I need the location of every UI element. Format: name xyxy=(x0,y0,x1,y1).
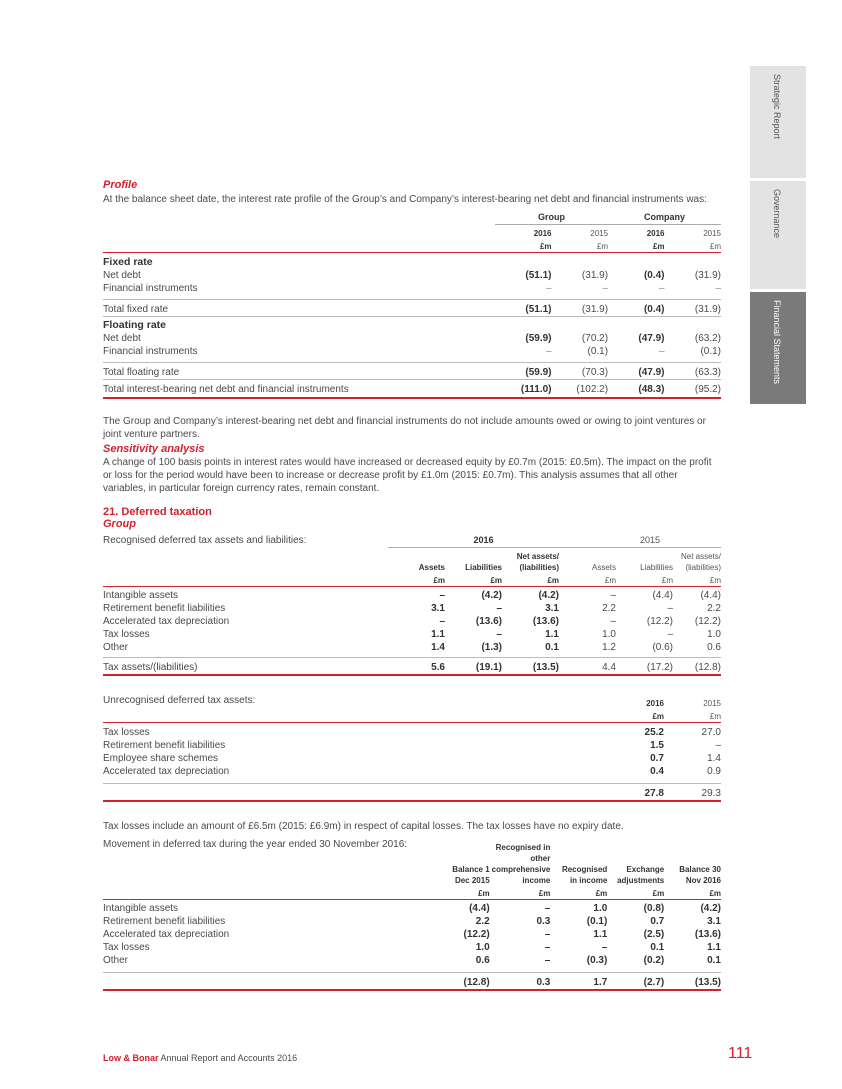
side-tab-label: Financial Statements xyxy=(772,300,782,385)
side-tab-financial-statements[interactable] xyxy=(750,292,806,404)
unrecognised-section xyxy=(103,694,721,833)
cell: (111.0) xyxy=(495,379,552,398)
row-label: Financial instruments xyxy=(103,283,198,294)
cell: – xyxy=(610,590,616,601)
interest-rate-profile-table xyxy=(103,211,721,399)
cell: (12.8) xyxy=(673,657,721,675)
deferred-tax-section xyxy=(103,506,721,676)
row-label: Accelerated tax depreciation xyxy=(103,766,230,777)
cell: – xyxy=(544,955,551,966)
cell: 2.2 xyxy=(602,603,616,614)
cell: (13.6) xyxy=(532,616,559,627)
table-row xyxy=(103,615,721,628)
cell: 4.4 xyxy=(559,657,616,675)
col-header: Balance 30 Nov 2016 xyxy=(679,865,721,885)
cell: – xyxy=(496,603,502,614)
table-row xyxy=(103,282,721,295)
cell: 1.4 xyxy=(431,642,445,653)
row-label: Tax losses xyxy=(103,942,150,953)
cell: 2.2 xyxy=(475,916,490,927)
side-tab-label: Governance xyxy=(772,189,782,239)
unrecognised-note: Tax losses include an amount of £6.5m (2015: £6.9m) in respect of capital losses. The tax losses have no expiry date. xyxy=(103,821,624,832)
cell: 1.1 xyxy=(545,629,559,640)
cell: (63.3) xyxy=(665,362,722,379)
footer xyxy=(103,1053,297,1063)
cell: (12.2) xyxy=(463,929,490,940)
col-header: Liabilities xyxy=(640,563,673,572)
row-label: Net debt xyxy=(103,270,141,281)
cell: – xyxy=(544,903,551,914)
cell: – xyxy=(658,283,665,294)
col-header: Net assets/ (liabilities) xyxy=(680,552,721,572)
profile-note: The Group and Company’s interest-bearing net debt and financial instruments do not include amounts owed or owing to joint ventures or joint venture partners. xyxy=(103,416,706,440)
cell: 1.1 xyxy=(593,929,608,940)
cell: (95.2) xyxy=(665,379,722,398)
recognised-intro: Recognised deferred tax assets and liabilities: xyxy=(103,535,307,546)
cell: 0.1 xyxy=(707,955,721,966)
cell: 1.0 xyxy=(475,942,490,953)
col-unit: £m xyxy=(539,241,552,251)
cell: (0.2) xyxy=(643,955,665,966)
cell: (4.4) xyxy=(469,903,490,914)
table-row xyxy=(103,602,721,615)
floating-rate-heading: Floating rate xyxy=(103,319,167,331)
cell: 29.3 xyxy=(664,783,721,801)
table-row xyxy=(103,928,721,941)
row-label: Retirement benefit liabilities xyxy=(103,916,226,927)
cell: 1.0 xyxy=(707,629,721,640)
cell: 0.6 xyxy=(475,955,490,966)
cell: (63.2) xyxy=(694,333,721,344)
cell: (13.5) xyxy=(664,972,721,990)
cell: 1.0 xyxy=(602,629,616,640)
unrecognised-deferred-tax-table xyxy=(103,694,721,802)
row-label: Accelerated tax depreciation xyxy=(103,616,230,627)
col-header: Recognised in income xyxy=(561,865,608,885)
col-header: Exchange adjustments xyxy=(617,865,665,885)
cell: 0.3 xyxy=(536,916,551,927)
sensitivity-heading: Sensitivity analysis xyxy=(103,443,205,455)
col-unit: £m xyxy=(478,888,490,898)
cell: (59.9) xyxy=(525,333,552,344)
cell: 3.1 xyxy=(431,603,445,614)
col-year: 2016 xyxy=(533,229,552,238)
cell: (102.2) xyxy=(552,379,609,398)
col-year: 2016 xyxy=(646,699,664,708)
cell: (48.3) xyxy=(608,379,664,398)
row-label: Tax assets/(liabilities) xyxy=(103,657,388,675)
cell: (19.1) xyxy=(445,657,502,675)
table-row-total xyxy=(103,657,721,675)
table-row xyxy=(103,765,721,778)
col-unit: £m xyxy=(433,575,445,585)
section-heading: 21. Deferred taxation xyxy=(103,506,212,518)
movement-intro: Movement in deferred tax during the year ended 30 November 2016: xyxy=(103,839,408,850)
movement-section xyxy=(103,838,721,991)
cell: – xyxy=(496,629,502,640)
sensitivity-text: A change of 100 basis points in interest rates would have increased or decreased equity by £0.7m (2015: £0.5m). The impact on the profit or loss for the period would have been to increase or decrease profit by £1.0m (2015: £0.7m). This analysis assumes that all other variables, in particular foreign currency rates, remain constant. xyxy=(103,457,712,494)
cell: 0.1 xyxy=(650,942,665,953)
cell: – xyxy=(715,283,721,294)
cell: 0.6 xyxy=(707,642,721,653)
col-unit: £m xyxy=(547,575,559,585)
cell: (0.8) xyxy=(643,903,665,914)
cell: 0.3 xyxy=(490,972,551,990)
col-unit: £m xyxy=(661,575,673,585)
side-tab-strategic-report[interactable] xyxy=(750,66,806,178)
row-label: Tax losses xyxy=(103,629,150,640)
cell: – xyxy=(667,603,673,614)
cell: (0.3) xyxy=(586,955,608,966)
year-2016-header: 2016 xyxy=(388,534,559,548)
cell: (31.9) xyxy=(665,299,722,316)
table-row xyxy=(103,915,721,928)
cell: (47.9) xyxy=(638,333,665,344)
col-unit: £m xyxy=(538,888,551,898)
brand-name: Low & Bonar xyxy=(103,1053,159,1063)
row-label: Retirement benefit liabilities xyxy=(103,603,226,614)
profile-intro: At the balance sheet date, the interest rate profile of the Group’s and Company’s interest-bearing net debt and financial instruments was: xyxy=(103,194,707,205)
movement-deferred-tax-table xyxy=(103,838,721,991)
cell: 1.0 xyxy=(593,903,608,914)
group-subheading: Group xyxy=(103,518,136,530)
cell: (12.2) xyxy=(694,616,721,627)
cell: (0.1) xyxy=(587,346,609,357)
cell: (70.3) xyxy=(552,362,609,379)
col-header: Assets xyxy=(591,563,616,572)
side-tab-label: Strategic Report xyxy=(772,74,782,140)
cell: 0.9 xyxy=(707,766,721,777)
table-row xyxy=(103,589,721,602)
col-unit: £m xyxy=(709,711,721,721)
sensitivity-section xyxy=(103,443,721,495)
profile-heading: Profile xyxy=(103,179,138,191)
cell: – xyxy=(601,942,608,953)
col-year: 2015 xyxy=(590,229,609,238)
row-label: Total floating rate xyxy=(103,362,495,379)
cell: 1.5 xyxy=(650,740,664,751)
col-header: Balance 1 Dec 2015 xyxy=(452,865,490,885)
row-label: Financial instruments xyxy=(103,346,198,357)
cell: (13.6) xyxy=(694,929,721,940)
cell: (4.4) xyxy=(700,590,721,601)
cell: (0.4) xyxy=(643,270,665,281)
cell: (0.6) xyxy=(652,642,673,653)
col-unit: £m xyxy=(596,241,609,251)
row-label: Total interest-bearing net debt and financial instruments xyxy=(103,379,495,398)
cell: 3.1 xyxy=(545,603,559,614)
cell: (31.9) xyxy=(694,270,721,281)
cell: 1.4 xyxy=(707,753,721,764)
cell: 1.1 xyxy=(431,629,445,640)
cell: – xyxy=(545,346,552,357)
cell: (13.6) xyxy=(475,616,502,627)
table-row xyxy=(103,941,721,954)
col-header: Liabilities xyxy=(465,563,502,572)
col-header: Net assets/ (liabilities) xyxy=(516,552,559,572)
cell: (4.2) xyxy=(538,590,559,601)
col-unit: £m xyxy=(652,888,665,898)
cell: 27.8 xyxy=(607,783,664,801)
row-label: Intangible assets xyxy=(103,903,179,914)
cell: – xyxy=(544,929,551,940)
row-label: Retirement benefit liabilities xyxy=(103,740,226,751)
cell: 0.7 xyxy=(650,916,665,927)
table-row-total xyxy=(103,783,721,801)
row-label: Net debt xyxy=(103,333,141,344)
table-row xyxy=(103,954,721,967)
cell: (4.2) xyxy=(481,590,502,601)
cell: (0.1) xyxy=(700,346,721,357)
row-label: Tax losses xyxy=(103,727,150,738)
cell: 0.4 xyxy=(650,766,664,777)
row-label: Other xyxy=(103,955,129,966)
cell: – xyxy=(544,942,551,953)
cell: (4.2) xyxy=(700,903,721,914)
table-row xyxy=(103,345,721,358)
table-row xyxy=(103,641,721,654)
cell: (17.2) xyxy=(616,657,673,675)
cell: (2.7) xyxy=(607,972,664,990)
cell: (51.1) xyxy=(495,299,552,316)
recognised-deferred-tax-table xyxy=(103,534,721,676)
row-label: Accelerated tax depreciation xyxy=(103,929,230,940)
col-unit: £m xyxy=(604,575,616,585)
col-unit: £m xyxy=(709,575,721,585)
row-label: Other xyxy=(103,642,129,653)
cell: (12.2) xyxy=(646,616,673,627)
table-row-total xyxy=(103,972,721,990)
cell: – xyxy=(610,616,616,627)
col-unit: £m xyxy=(709,888,721,898)
table-row xyxy=(103,269,721,282)
col-year: 2015 xyxy=(703,699,721,708)
col-header: Assets xyxy=(418,563,445,572)
cell: 1.7 xyxy=(550,972,607,990)
cell: (51.1) xyxy=(525,270,552,281)
cell: (31.9) xyxy=(552,299,609,316)
group-column-header: Group xyxy=(495,211,608,225)
cell: – xyxy=(439,590,445,601)
row-label: Intangible assets xyxy=(103,590,179,601)
cell: (0.1) xyxy=(586,916,608,927)
year-2015-header: 2015 xyxy=(559,534,721,548)
cell: 0.7 xyxy=(650,753,664,764)
col-unit: £m xyxy=(652,241,665,251)
table-row xyxy=(103,902,721,915)
cell: 27.0 xyxy=(701,727,721,738)
profile-section xyxy=(103,179,721,441)
cell: – xyxy=(658,346,665,357)
table-row xyxy=(103,726,721,739)
table-row-subtotal xyxy=(103,362,721,379)
row-label: Employee share schemes xyxy=(103,753,219,764)
side-tab-governance[interactable] xyxy=(750,181,806,289)
col-year: 2016 xyxy=(646,229,665,238)
table-row xyxy=(103,332,721,345)
col-unit: £m xyxy=(595,888,608,898)
cell: – xyxy=(602,283,609,294)
unrecognised-intro: Unrecognised deferred tax assets: xyxy=(103,695,256,706)
col-unit: £m xyxy=(652,711,664,721)
table-row xyxy=(103,752,721,765)
report-title: Annual Report and Accounts 2016 xyxy=(160,1053,298,1063)
cell: – xyxy=(715,740,721,751)
col-unit: £m xyxy=(490,575,502,585)
cell: (0.4) xyxy=(608,299,664,316)
cell: (1.3) xyxy=(481,642,502,653)
cell: 0.1 xyxy=(545,642,559,653)
cell: (59.9) xyxy=(495,362,552,379)
cell: 1.1 xyxy=(707,942,721,953)
cell: (12.8) xyxy=(433,972,490,990)
table-row xyxy=(103,628,721,641)
fixed-rate-heading: Fixed rate xyxy=(103,256,153,268)
table-row xyxy=(103,739,721,752)
cell: (31.9) xyxy=(581,270,609,281)
cell: (70.2) xyxy=(581,333,609,344)
cell: – xyxy=(545,283,552,294)
cell: 5.6 xyxy=(388,657,445,675)
page-number: 111 xyxy=(728,1045,753,1062)
col-year: 2015 xyxy=(703,229,721,238)
cell: – xyxy=(439,616,445,627)
cell: 3.1 xyxy=(707,916,721,927)
cell: 2.2 xyxy=(707,603,721,614)
cell: (2.5) xyxy=(643,929,665,940)
company-column-header: Company xyxy=(608,211,721,225)
cell: 1.2 xyxy=(602,642,616,653)
table-row-subtotal xyxy=(103,299,721,316)
table-row-total xyxy=(103,379,721,398)
cell: 25.2 xyxy=(644,727,664,738)
cell: – xyxy=(667,629,673,640)
col-unit: £m xyxy=(709,241,721,251)
row-label: Total fixed rate xyxy=(103,299,495,316)
cell: (4.4) xyxy=(652,590,673,601)
col-header: Recognised in other comprehensive income xyxy=(491,843,551,885)
cell: (47.9) xyxy=(608,362,664,379)
cell: (13.5) xyxy=(502,657,559,675)
